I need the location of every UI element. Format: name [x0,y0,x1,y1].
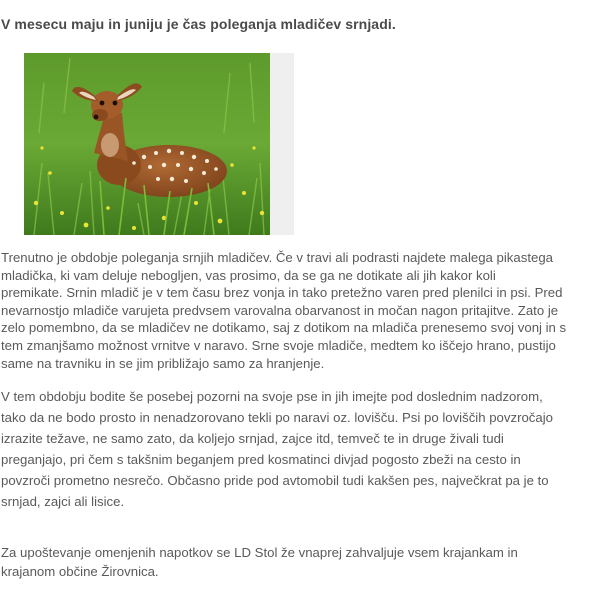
article-paragraph-3 [1,543,604,581]
fawn-photo [24,53,270,235]
paragraph-line: zelo pomembno, da se mladičev ne dotikamo, saj z dotikom na mladiča prenesemo svoj vonj in s [1,320,567,336]
paragraph-line: tem zmanjšamo možnost vrnitve v naravo. Srne svoje mladiče, medtem ko iščejo hrano, pustijo [1,337,556,353]
paragraph-line: same na travniku in se jim približajo samo za hranjenje. [1,355,325,371]
photo-frame [24,53,294,235]
paragraph-line: nevarnostjo mladiče varujeta predvsem varovalna obarvanost in močan nagon pritajitve. Zato je [1,302,559,318]
article-paragraph-1 [1,249,604,372]
paragraph-line: V tem obdobju bodite še posebej pozorni na svoje pse in jih imejte pod doslednim nadzorom, [1,389,543,404]
paragraph-line: krajanom občine Žirovnica. [1,564,159,579]
paragraph-line: mladička, ki vam deluje nebogljen, vas prosimo, da se ga ne dotikate ali jih kakor koli [1,267,496,283]
paragraph-line: Za upoštevanje omenjenih napotkov se LD Stol že vnaprej zahvaljuje vsem krajankam in [1,545,518,560]
article-paragraph-2 [1,386,604,512]
paragraph-line: preganjajo, pri čem s takšnim beganjem pred kosmatinci divjad pogosto zbeži na cesto in [1,452,521,467]
article-title: V mesecu maju in juniju je čas poleganja mladičev srnjadi. [1,16,396,32]
paragraph-line: povzroči prometno nesrečo. Občasno pride pod avtomobil tudi kakšen pes, največkrat pa je to [1,473,549,488]
paragraph-line: premikate. Srnin mladič je v tem času brez vonja in tako pretežno varen pred plenilci in psi. Pred [1,285,563,301]
paragraph-line: tako da ne bodo prosto in nenadzorovano tekli po naravi oz. lovišču. Psi po loviščih povzročajo [1,410,554,425]
paragraph-line: izrazite težave, ne samo zato, da koljejo srnjad, zajce itd, temveč te in druge živali tudi [1,431,504,446]
paragraph-line: Trenutno je obdobje poleganja srnjih mladičev. Če v travi ali podrasti najdete malega pikastega [1,250,553,265]
paragraph-line: srnjad, zajci ali lisice. [1,494,125,509]
